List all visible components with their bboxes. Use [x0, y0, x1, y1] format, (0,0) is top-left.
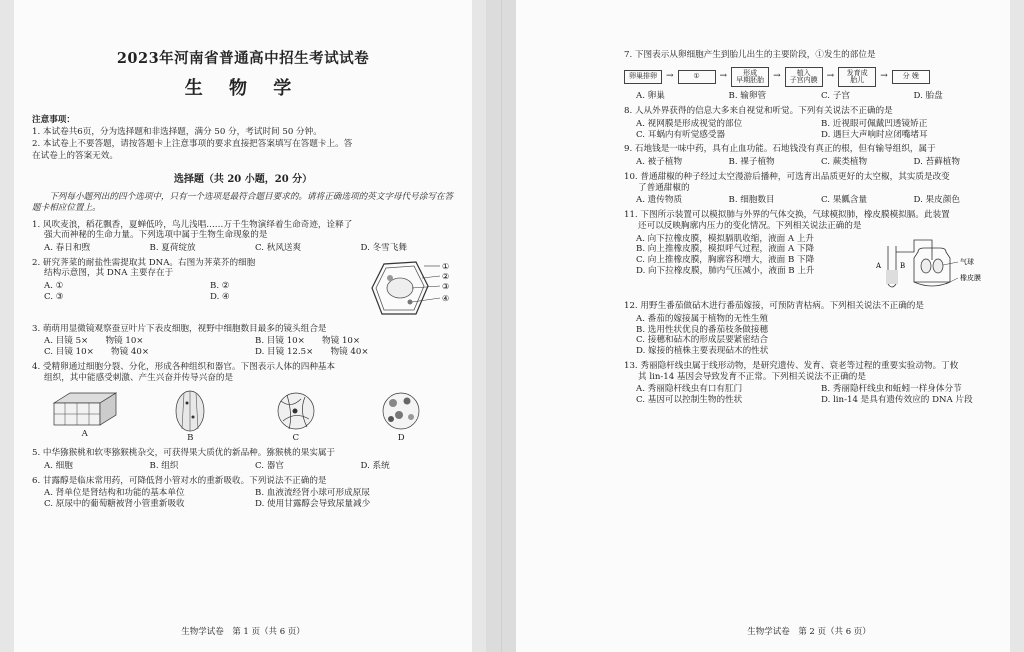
flow-step: ① — [678, 70, 716, 83]
question-text: 12. 用野生番茄做砧木进行番茄嫁接，可预防青枯病。下列相关说法不正确的是 — [624, 301, 924, 312]
question-6 — [32, 476, 454, 510]
option: B. ② — [210, 281, 230, 292]
fig-label: 气球 — [960, 257, 974, 266]
nerve-tissue-image — [271, 389, 321, 433]
option: D. 向下拉橡皮膜，肺内气压减小，液面 B 上升 — [636, 265, 815, 276]
option: D. 冬雪飞舞 — [360, 243, 407, 253]
option: C. 耳蜗内有听觉感受器 — [636, 129, 726, 140]
question-1 — [32, 220, 454, 254]
question-text: 11. 下图所示装置可以模拟肺与外界的气体交换，气球模拟肺，橡皮膜模拟膈。此装置 — [624, 210, 950, 221]
option: B. 夏荷绽放 — [149, 243, 196, 253]
option: C. 基因可以控制生物的性状 — [636, 395, 743, 406]
flow-step: 形成 早期胚胎 — [731, 67, 769, 88]
tissue-figures — [32, 389, 454, 444]
option: B. 目镜 10× 物镜 10× — [255, 336, 361, 347]
option: B. 血液流经肾小球可形成原尿 — [255, 488, 370, 499]
instructions: 下列每小题列出的四个选项中，只有一个选项是最符合题目要求的。请将正确选项的英文字母代号涂写在答题卡相应位置上。 — [32, 192, 454, 213]
option: D. 果皮颜色 — [913, 195, 960, 206]
option: D. 使用甘露醇会导致尿量减少 — [255, 499, 371, 510]
question-13 — [624, 361, 994, 406]
question-text: 1. 风吹麦浪，稻花飘香，夏蝉低吟，鸟儿浅唱……万千生物演绎着生命奇迹，诠释了 — [32, 219, 353, 230]
connective-tissue-image — [379, 389, 423, 433]
section-title: 选择题（共 20 小题，20 分） — [173, 173, 313, 185]
option: C. 原尿中的葡萄糖被肾小管重新吸收 — [44, 499, 185, 510]
option: C. 子宫 — [821, 91, 850, 102]
question-text: 5. 中华猕猴桃和软枣猕猴桃杂交，可获得果大质优的新品种。猕猴桃的果实属于 — [32, 448, 336, 459]
tissue-c — [256, 389, 336, 444]
option: B. 裸子植物 — [728, 157, 775, 168]
option: C. 向上推橡皮膜，胸廓容积增大，液面 B 下降 — [636, 254, 815, 265]
question-text: 10. 普通甜椒的种子经过太空漫游后播种，可选育出品质更好的太空椒，其实质是改变 — [624, 171, 950, 182]
plant-cell-diagram — [364, 258, 454, 320]
tissue-a — [45, 389, 125, 444]
option: A. 细胞 — [44, 460, 73, 471]
question-text: 7. 下图表示从卵细胞产生到胎儿出生的主要阶段，①发生的部位是 — [624, 50, 876, 60]
flow-step: 发育成 胎儿 — [838, 67, 876, 88]
option: A. 遗传物质 — [636, 195, 683, 206]
fig-label: 橡皮膜 — [960, 273, 981, 282]
subject-title: 生 物 学 — [184, 78, 302, 100]
option: D. 目镜 12.5× 物镜 40× — [255, 347, 369, 358]
option: A. 肾单位是肾结构和功能的基本单位 — [44, 488, 185, 499]
page-divider — [501, 0, 502, 652]
question-3 — [32, 324, 454, 358]
question-2 — [32, 258, 454, 320]
muscle-tissue-image — [170, 389, 210, 433]
question-text: 其 lin-14 基因会导致发育不正常。下列相关说法不正确的是 — [638, 371, 866, 382]
page-footer: 生物学试卷 第 2 页（共 6 页） — [747, 627, 871, 638]
question-text: 6. 甘露醇是临床常用药，可降低肾小管对水的重新吸收。下列说法不正确的是 — [32, 475, 327, 486]
cell-label: ④ — [442, 293, 450, 303]
arrow-right-icon: → — [666, 71, 674, 82]
option: C. ③ — [44, 291, 64, 302]
notes-title: 注意事项： — [32, 114, 75, 125]
option: B. 近视眼可佩戴凹透镜矫正 — [821, 118, 928, 129]
option: B. 组织 — [149, 460, 179, 471]
option: B. 输卵管 — [728, 91, 767, 102]
option: D. 遇巨大声响时应闭嘴堵耳 — [821, 129, 928, 140]
tissue-b — [150, 389, 230, 444]
option: D. lin-14 是具有遗传效应的 DNA 片段 — [821, 395, 973, 406]
question-text: 还可以反映胸廓内压力的变化情况。下列相关说法正确的是 — [638, 220, 862, 231]
question-8 — [624, 106, 994, 140]
option: A. 视网膜是形成视觉的部位 — [636, 118, 743, 129]
cell-label: ② — [442, 271, 450, 281]
question-text: 3. 萌萌用显微镜观察蚕豆叶片下表皮细胞，视野中细胞数目最多的镜头组合是 — [32, 323, 327, 334]
fig-label: B — [900, 261, 906, 270]
question-text: 组织，其中能感受刺激、产生兴奋并传导兴奋的是 — [44, 372, 234, 383]
option: C. 果瓤含量 — [821, 195, 868, 206]
question-5 — [32, 448, 454, 471]
exam-page-2 — [516, 0, 1010, 652]
question-text: 了普通甜椒的 — [638, 182, 690, 193]
epithelial-tissue-image — [50, 389, 120, 429]
arrow-right-icon: → — [826, 71, 835, 82]
option: D. 胎盘 — [913, 91, 943, 102]
fig-label: A — [876, 261, 882, 270]
option: C. 接穗和砧木的形成层要紧密结合 — [636, 335, 769, 346]
question-12 — [624, 301, 994, 357]
cell-label: ③ — [442, 281, 450, 291]
tissue-label: A — [81, 429, 88, 440]
option: D. 苔藓植物 — [913, 157, 960, 168]
exam-title: 2023年河南省普通高中招生考试试卷 — [116, 50, 370, 67]
question-10 — [624, 172, 994, 206]
tissue-label: B — [187, 433, 194, 444]
arrow-right-icon: → — [773, 71, 781, 82]
question-text: 结构示意图，其 DNA 主要存在于 — [44, 268, 174, 279]
flow-step: 植入 子宫内膜 — [785, 67, 823, 88]
option: A. 被子植物 — [636, 157, 683, 168]
page-footer: 生物学试卷 第 1 页（共 6 页） — [181, 627, 305, 638]
question-7 — [624, 50, 994, 102]
flow-step: 分 娩 — [892, 70, 930, 83]
tissue-label: C — [292, 433, 300, 444]
cell-label: ① — [442, 261, 450, 271]
option: C. 器官 — [255, 460, 284, 471]
option: A. ① — [44, 281, 64, 292]
flow-step: 卵巢排卵 — [624, 70, 662, 83]
note-line: 在试卷上的答案无效。 — [32, 150, 118, 161]
option: A. 目镜 5× 物镜 10× — [44, 336, 144, 347]
option: B. 向上推橡皮膜，模拟呼气过程，液面 A 下降 — [636, 244, 815, 255]
option: A. 卵巢 — [636, 91, 665, 102]
option: A. 向下拉橡皮膜，模拟膈肌收缩，液面 A 上升 — [636, 233, 815, 244]
note-line: 1. 本试卷共6页，分为选择题和非选择题，满分 50 分，考试时间 50 分钟。 — [32, 127, 322, 138]
lung-model-diagram — [874, 232, 994, 294]
question-text: 4. 受精卵通过细胞分裂、分化，形成各种组织和器官。下图表示人体的四种基本 — [32, 361, 336, 372]
tissue-label: D — [397, 433, 405, 444]
question-text: 8. 人从外界获得的信息大多来自视觉和听觉。下列有关说法不正确的是 — [624, 106, 893, 117]
arrow-right-icon: → — [880, 71, 888, 82]
question-text: 强大而神秘的生命力量。下列选项中属于生物生命现象的是 — [44, 230, 268, 241]
option: A. 秀丽隐杆线虫有口有肛门 — [636, 384, 743, 395]
question-11 — [624, 210, 994, 297]
option: D. 嫁接的植株主要表现砧木的性状 — [636, 346, 769, 357]
exam-page-1 — [14, 0, 472, 652]
option: B. 细胞数目 — [728, 195, 775, 206]
tissue-d — [361, 389, 441, 444]
question-4 — [32, 362, 454, 444]
option: D. 系统 — [360, 460, 390, 471]
option: C. 秋风送爽 — [255, 243, 302, 253]
question-text: 13. 秀丽隐杆线虫属于线形动物，是研究遗传、发育、衰老等过程的重要实验动物。丁攸 — [624, 360, 959, 371]
reproduction-flowchart — [624, 67, 994, 88]
note-line: 2. 本试卷上不要答题，请按答题卡上注意事项的要求直接把答案填写在答题卡上。答 — [32, 139, 353, 150]
option: D. ④ — [210, 291, 230, 302]
arrow-right-icon: → — [719, 71, 728, 82]
option: A. 春日和煦 — [44, 243, 91, 253]
question-9 — [624, 144, 994, 167]
question-text: 2. 研究荠菜的耐盐性需提取其 DNA。右图为荠菜芥的细胞 — [32, 257, 256, 268]
option: B. 秀丽隐杆线虫和蚯蚓一样身体分节 — [821, 384, 962, 395]
option: A. 番茄的嫁接属于植物的无性生殖 — [636, 313, 768, 324]
option: C. 蕨类植物 — [821, 157, 868, 168]
question-text: 9. 石地钱是一味中药，具有止血功能。石地钱没有真正的根，但有输导组织，属于 — [624, 144, 936, 155]
option: B. 选用性状优良的番茄枝条做接穗 — [636, 324, 769, 335]
option: C. 目镜 10× 物镜 40× — [44, 347, 150, 358]
